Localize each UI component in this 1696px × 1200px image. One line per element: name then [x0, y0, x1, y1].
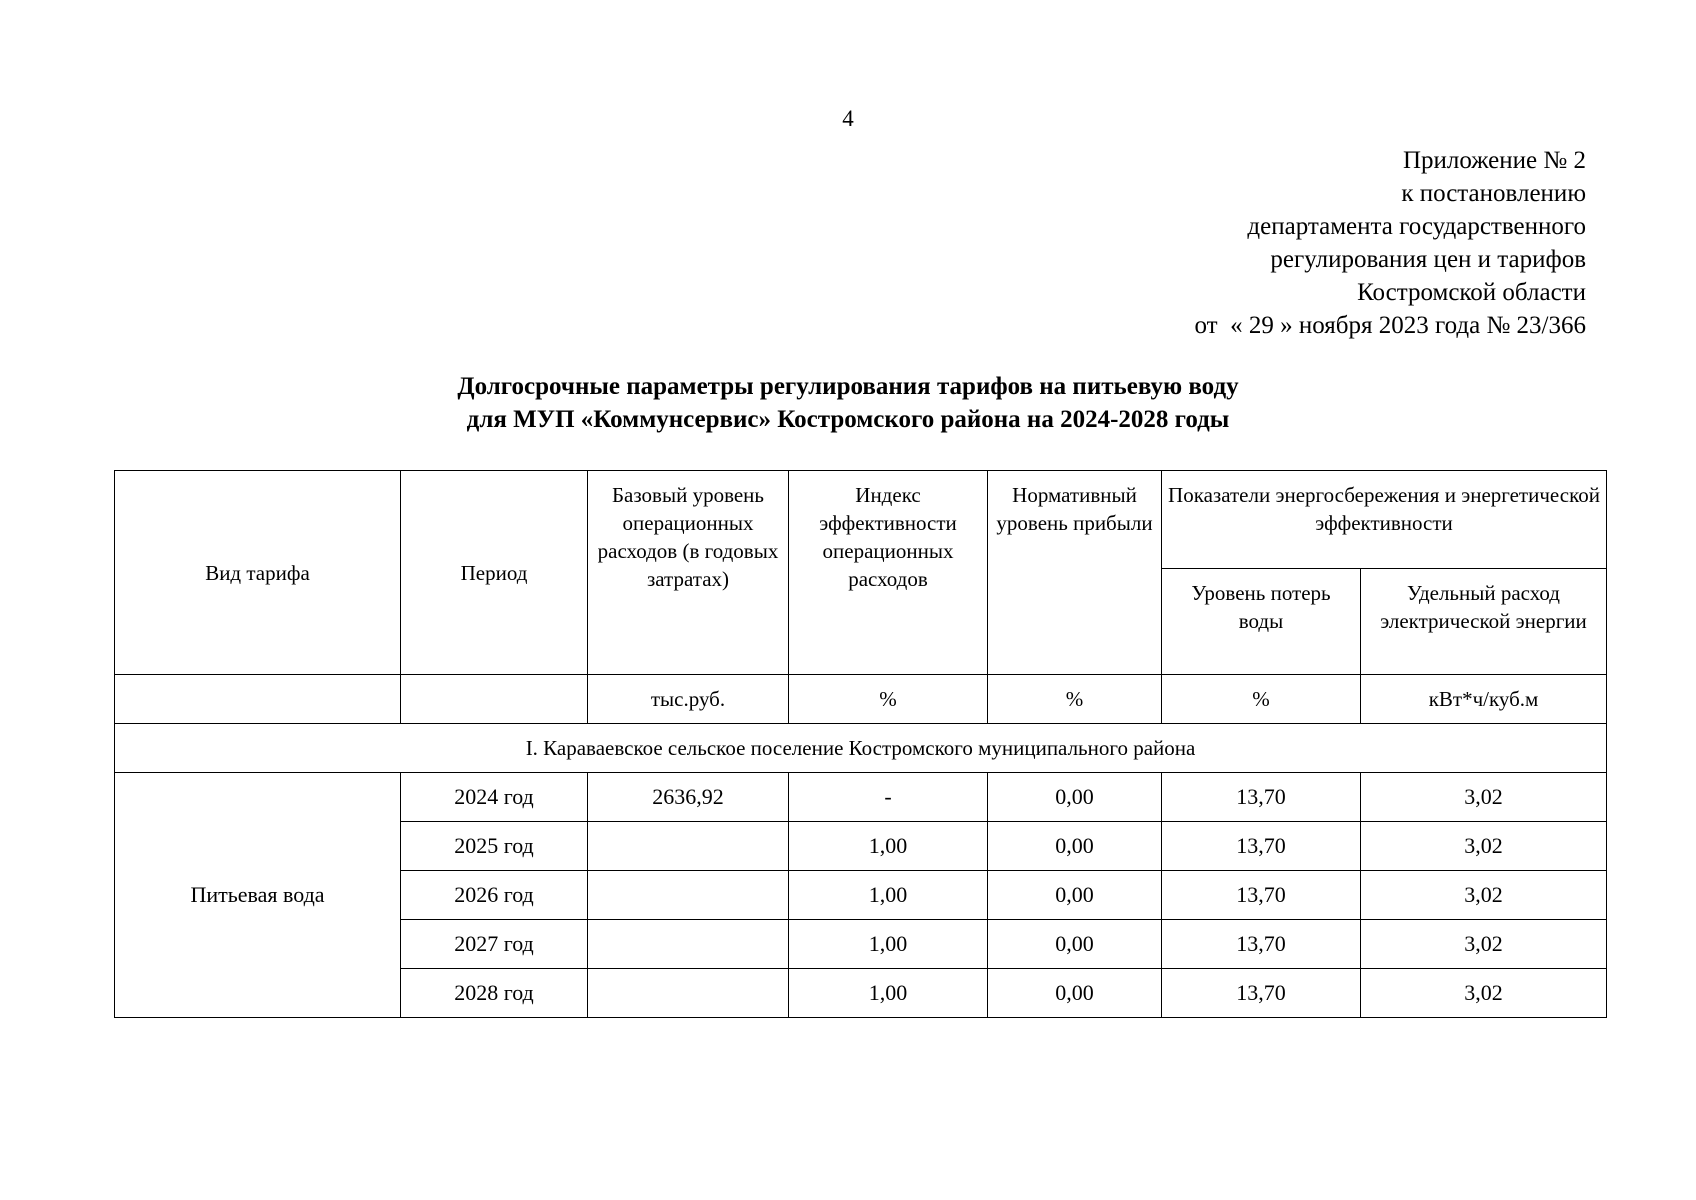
cell-water-loss: 13,70 [1162, 773, 1361, 822]
cell-efficiency-index: 1,00 [789, 969, 988, 1018]
cell-energy-consumption: 3,02 [1361, 871, 1607, 920]
cell-profit-level: 0,00 [988, 969, 1162, 1018]
header-energy-group: Показатели энергосбережения и энергетической эффективности [1162, 471, 1607, 569]
cell-efficiency-index: 1,00 [789, 871, 988, 920]
cell-efficiency-index: 1,00 [789, 920, 988, 969]
header-base-level: Базовый уровень операционных расходов (в годовых затратах) [588, 471, 789, 675]
appendix-line: Приложение № 2 [1402, 147, 1586, 174]
header-period: Период [401, 471, 588, 675]
header-tariff-type: Вид тарифа [115, 471, 401, 675]
cell-period: 2028 год [401, 969, 588, 1018]
unit-base-level: тыс.руб. [588, 675, 789, 724]
appendix-line: Костромской области [1357, 279, 1586, 306]
cell-water-loss: 13,70 [1162, 969, 1361, 1018]
cell-water-loss: 13,70 [1162, 920, 1361, 969]
cell-base-level [588, 969, 789, 1018]
cell-energy-consumption: 3,02 [1361, 920, 1607, 969]
appendix-block [1195, 144, 1587, 342]
cell-base-level [588, 920, 789, 969]
cell-base-level [588, 871, 789, 920]
header-profit-level: Нормативный уровень прибыли [988, 471, 1162, 675]
cell-profit-level: 0,00 [988, 871, 1162, 920]
table-row [115, 773, 1607, 822]
cell-water-loss: 13,70 [1162, 822, 1361, 871]
page-number: 4 [842, 106, 854, 131]
header-water-loss: Уровень потерь воды [1162, 569, 1361, 675]
cell-efficiency-index: - [789, 773, 988, 822]
unit-profit-level: % [988, 675, 1162, 724]
unit-efficiency-index: % [789, 675, 988, 724]
unit-energy-consumption: кВт*ч/куб.м [1361, 675, 1607, 724]
cell-period: 2027 год [401, 920, 588, 969]
title-line-1: Долгосрочные параметры регулирования тарифов на питьевую воду [457, 373, 1239, 400]
cell-profit-level: 0,00 [988, 920, 1162, 969]
appendix-line: к постановлению [1401, 180, 1586, 207]
title-line-2: для МУП «Коммунсервис» Костромского района на 2024-2028 годы [466, 406, 1230, 433]
cell-profit-level: 0,00 [988, 773, 1162, 822]
cell-period: 2025 год [401, 822, 588, 871]
cell-period: 2024 год [401, 773, 588, 822]
tariff-name: Питьевая вода [115, 773, 401, 1018]
unit-water-loss: % [1162, 675, 1361, 724]
cell-energy-consumption: 3,02 [1361, 773, 1607, 822]
unit-empty [401, 675, 588, 724]
unit-empty [115, 675, 401, 724]
appendix-line: от « 29 » ноября 2023 года № 23/366 [1194, 312, 1586, 339]
section-title: I. Караваевское сельское поселение Костромского муниципального района [115, 724, 1607, 773]
header-energy-consumption: Удельный расход электрической энергии [1361, 569, 1607, 675]
tariff-parameters-table [114, 470, 1607, 1018]
cell-water-loss: 13,70 [1162, 871, 1361, 920]
cell-energy-consumption: 3,02 [1361, 822, 1607, 871]
appendix-line: департамента государственного [1247, 213, 1586, 240]
appendix-line: регулирования цен и тарифов [1270, 246, 1586, 273]
cell-efficiency-index: 1,00 [789, 822, 988, 871]
cell-base-level: 2636,92 [588, 773, 789, 822]
cell-period: 2026 год [401, 871, 588, 920]
cell-base-level [588, 822, 789, 871]
cell-energy-consumption: 3,02 [1361, 969, 1607, 1018]
cell-profit-level: 0,00 [988, 822, 1162, 871]
header-efficiency-index: Индекс эффективности операционных расходов [789, 471, 988, 675]
document-title [0, 370, 1696, 436]
